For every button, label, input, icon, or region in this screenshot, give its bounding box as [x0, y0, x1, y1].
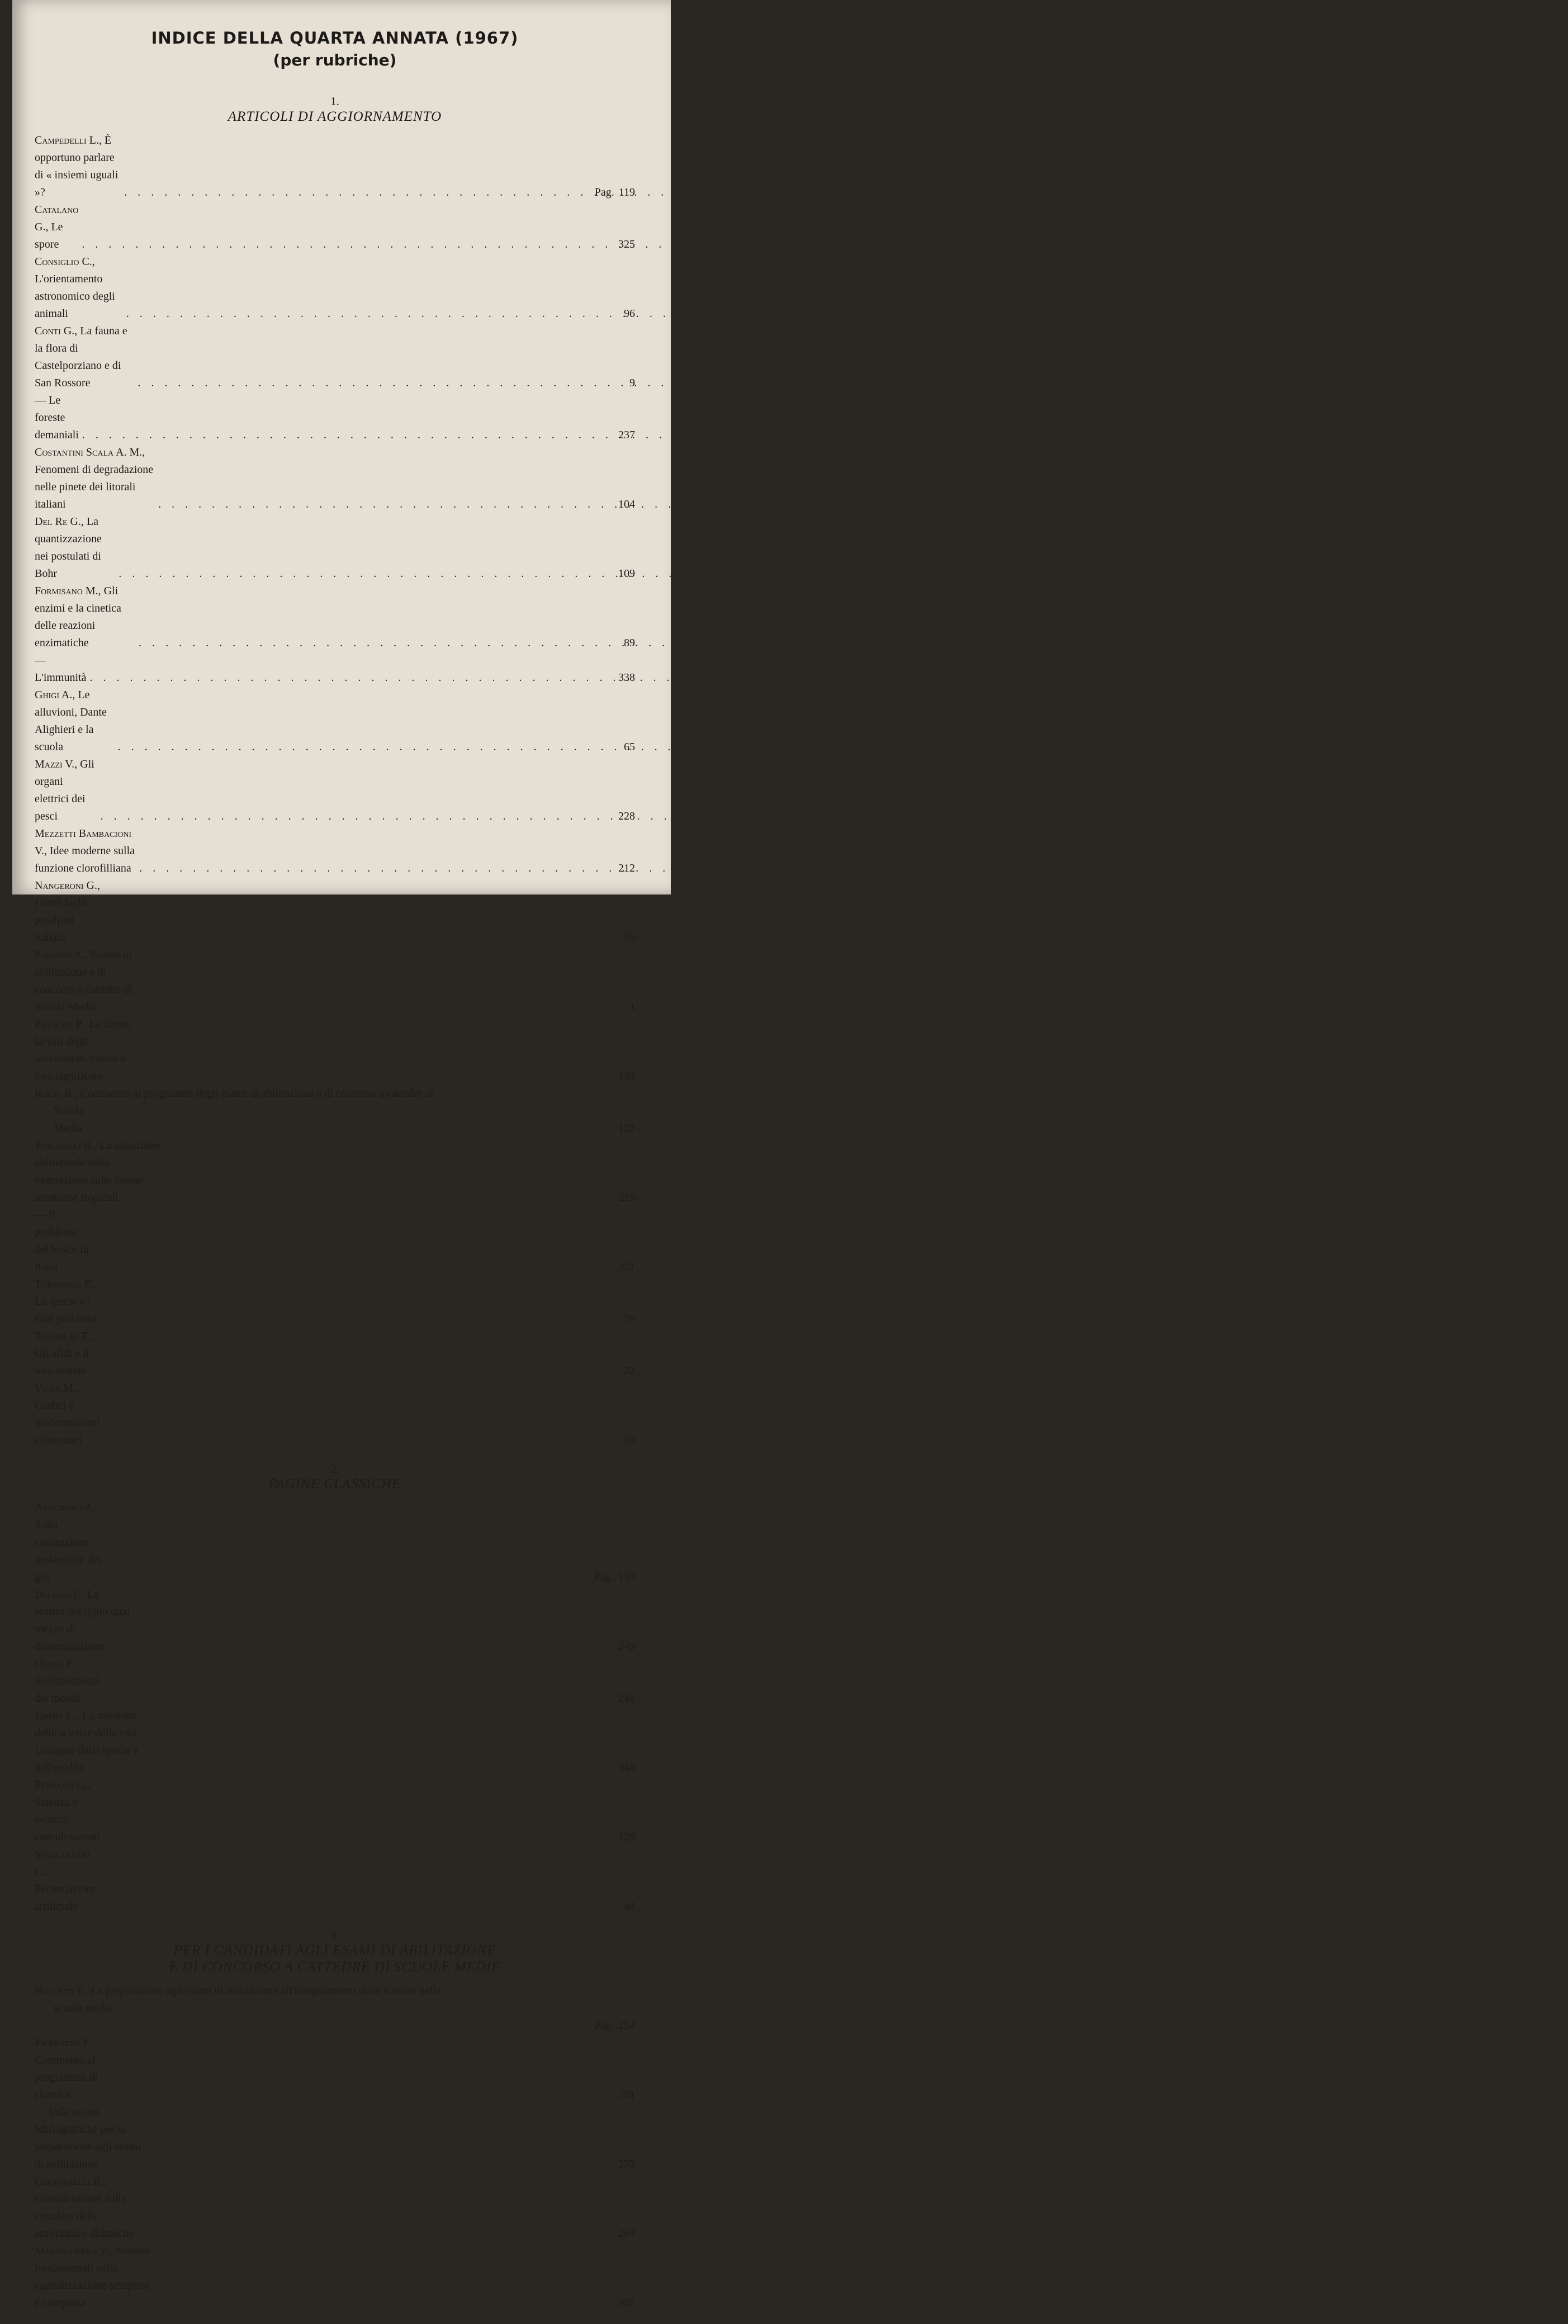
- entry-author: Consiglio: [35, 255, 79, 268]
- entry-page: [618, 2156, 635, 2173]
- entry-author: Bolletti: [35, 1985, 74, 1997]
- index-section: [35, 1461, 635, 1915]
- page-number: 22: [624, 1365, 635, 1377]
- index-entry: [35, 2017, 635, 2034]
- page-number: 228: [618, 810, 635, 822]
- entry-text: [54, 1102, 84, 1137]
- entry-page: [595, 184, 635, 201]
- dot-leader: [134, 1638, 615, 1655]
- index-entry: [35, 825, 635, 877]
- page-number: 109: [618, 567, 635, 580]
- index-entry: [35, 1276, 635, 1328]
- entry-page: [594, 2017, 635, 2034]
- entry-text: [35, 444, 155, 513]
- entry-author: Catalano: [35, 203, 79, 216]
- entry-title: C., L'orientamento astronomico degli animali: [35, 255, 115, 320]
- entry-page: [618, 1638, 635, 1655]
- page-number: 321: [618, 1261, 635, 1273]
- entry-title: G., La quantizzazione nei postulati di Bohr: [35, 515, 102, 580]
- entry-title: F., La brattea del tiglio qual mezzo di disseminazione: [35, 1588, 130, 1653]
- entry-text: [35, 2242, 155, 2312]
- entry-text: [35, 825, 136, 877]
- dot-leader: [166, 1189, 615, 1206]
- entry-page: [618, 1829, 635, 1846]
- entry-text: [35, 201, 78, 253]
- index-section: [35, 1928, 635, 2312]
- book-page: [12, 0, 671, 2309]
- entry-title: C., La missione delle scienze della vita. L'origine della specie e dell'eredità: [35, 1710, 139, 1774]
- entry-page: [594, 1569, 635, 1586]
- entry-title: F., La preparazione agli esami di abilitazione all'insegnamento delle scienze nella: [74, 1985, 441, 1997]
- entry-author: Delpino: [35, 1588, 71, 1601]
- index-entry: [35, 1328, 635, 1380]
- section-title: ARTICOLI DI AGGIORNAMENTO: [228, 109, 442, 124]
- index-entry: [35, 2104, 635, 2173]
- entry-page: [618, 236, 635, 253]
- entry-text: [35, 1276, 103, 1328]
- entry-title: V., Gli organi elettrici dei pesci: [35, 758, 94, 822]
- entry-text: [35, 2034, 115, 2104]
- page-number: 212: [618, 862, 635, 874]
- page-prefix: Pag.: [594, 186, 614, 198]
- index-entry: [35, 392, 635, 444]
- dot-leader: [124, 184, 591, 201]
- entry-title: E., Gli afidi e il loro mondo: [35, 1330, 94, 1377]
- entry-page: [624, 739, 635, 756]
- entry-page: [624, 1898, 635, 1915]
- entry-author: Nangeroni: [35, 879, 84, 892]
- dot-leader: [144, 1068, 615, 1085]
- dot-leader: [149, 2225, 615, 2242]
- page-number: 89: [624, 637, 635, 649]
- entry-page: [618, 1258, 635, 1276]
- entry-author: Mezzetti Bambacioni: [35, 827, 131, 840]
- entry-title: — Indicazioni bibliografiche per la preparazione agli esami di abilitazione: [35, 2106, 141, 2170]
- entry-page: [624, 1362, 635, 1380]
- entry-page: [624, 1432, 635, 1449]
- dot-leader: [110, 929, 620, 946]
- dot-leader: [89, 669, 615, 687]
- dot-leader: [139, 635, 620, 652]
- dot-leader: [139, 860, 615, 877]
- entry-author: Roghi: [35, 1087, 62, 1100]
- entry-text: [35, 1586, 130, 1655]
- index-entry: [35, 1380, 635, 1449]
- dot-leader: [118, 739, 620, 756]
- entry-text: [35, 392, 79, 444]
- entry-title: scuola media: [54, 2002, 112, 2014]
- entry-text: [35, 1137, 163, 1206]
- entry-title: G., I sette laghi prealpini italiani: [35, 879, 100, 944]
- dot-leader: [101, 808, 615, 825]
- index-entry: [35, 687, 635, 756]
- page-number: 65: [624, 741, 635, 753]
- page-number: 1: [629, 1001, 635, 1013]
- page-number: 251: [618, 2089, 635, 2101]
- index-entry: [35, 652, 635, 687]
- dot-leader: [87, 1120, 615, 1137]
- dot-leader: [149, 2156, 615, 2173]
- dot-leader: [138, 375, 626, 392]
- section-title: PER I CANDIDATI AGLI ESAMI DI ABILITAZIONE E DI CONCORSO A CATTEDRE DI SCUOLE MEDIE: [169, 1943, 501, 1975]
- entry-text: [35, 1707, 154, 1777]
- entry-text: [35, 1846, 101, 1915]
- entry-title: E., La specie e i suoi problemi: [35, 1278, 97, 1325]
- entry-page: [618, 1690, 635, 1707]
- page-number: 123: [618, 1122, 635, 1134]
- entry-title: V., Idee moderne sulla funzione clorofilliana: [35, 845, 135, 874]
- entry-text: [35, 1499, 113, 1586]
- entry-page: [624, 1310, 635, 1328]
- entry-title: Scuola Media: [54, 1105, 84, 1134]
- dot-leader: [105, 1898, 620, 1915]
- entry-title: A., Esame di abilitazione e di concorso a cattedre di Scuola Media: [35, 949, 132, 1013]
- entry-text: [35, 652, 86, 687]
- page-number: 325: [618, 238, 635, 250]
- entry-author: Tremblay: [35, 1330, 79, 1342]
- entry-page: [618, 565, 635, 583]
- entry-author: Formisano: [35, 585, 83, 597]
- entry-author: Fiorentini: [35, 2037, 80, 2049]
- entry-text: [35, 1085, 434, 1102]
- entry-text: [35, 1655, 100, 1707]
- entry-author: Ferraris: [35, 1779, 74, 1791]
- index-entry: [35, 1846, 635, 1915]
- entry-author: Costantini Scala: [35, 446, 114, 458]
- entry-page: [618, 427, 635, 444]
- entry-title: M., Grafici e trasformazioni elementari: [35, 1382, 100, 1446]
- index-entry: [35, 132, 635, 201]
- dot-leader: [82, 427, 615, 444]
- section-number: 3.: [330, 1928, 339, 1942]
- entry-author: Mazzi: [35, 758, 63, 770]
- dot-leader: [158, 1759, 615, 1777]
- dot-leader: [158, 496, 615, 513]
- entry-text: [35, 513, 115, 583]
- entry-title: G., La fauna e la flora di Castelporziano e di San Rossore: [35, 325, 127, 389]
- index-entry: [35, 1137, 635, 1206]
- entry-page: [618, 1120, 635, 1137]
- index-entry: [35, 2034, 635, 2104]
- page-number: 248: [618, 1692, 635, 1705]
- entry-text: [35, 583, 135, 652]
- index-entry: [35, 1206, 635, 1276]
- page-number: 70: [624, 931, 635, 944]
- entry-page: [618, 2225, 635, 2242]
- index-entry: [35, 513, 635, 583]
- entry-author: Spallanzani: [35, 1848, 90, 1861]
- entry-text: [35, 1206, 90, 1276]
- entry-text: [35, 253, 123, 323]
- section-title: PAGINE CLASSICHE: [268, 1476, 401, 1492]
- entry-author: Emery: [35, 1710, 64, 1722]
- entry-text: [35, 1982, 441, 2000]
- entry-author: Pasquini: [35, 1018, 73, 1030]
- dot-leader: [102, 1362, 621, 1380]
- page-number: 130: [618, 1571, 635, 1583]
- dot-leader: [38, 2017, 591, 2034]
- index-entry: [35, 946, 635, 1016]
- page-number: 9: [629, 377, 635, 389]
- index-entry: [35, 201, 635, 253]
- page-number: 119: [618, 186, 635, 198]
- index-entry: [35, 1499, 635, 1586]
- entry-author: Avogadro: [35, 1502, 82, 1514]
- page-number: 129: [618, 1831, 635, 1843]
- index-entry: [35, 1777, 635, 1846]
- entry-title: — Il problema del bosco in Italia: [35, 1209, 89, 1273]
- page-number: 193: [618, 1070, 635, 1082]
- entry-text: [35, 946, 149, 1016]
- entry-author: Denza: [35, 1658, 64, 1670]
- entry-page: [618, 669, 635, 687]
- index-entry: [35, 444, 635, 513]
- entry-title: R., Commento ai programmi degli esami di abilitazione e di concorso a cattedre di: [61, 1087, 434, 1100]
- index-subtitle: (per rubriche): [273, 51, 397, 69]
- entry-text: [35, 877, 106, 946]
- page-number: 352: [618, 2297, 635, 2309]
- index-entry: [35, 1586, 635, 1655]
- index-entry: [35, 1707, 635, 1777]
- entry-author: Villa: [35, 1382, 61, 1394]
- index-entry: [35, 253, 635, 323]
- entry-title: A. M., Fenomeni di degradazione nelle pinete dei litorali italiani: [35, 446, 154, 510]
- entry-author: Conti: [35, 325, 61, 337]
- page-prefix: Pag.: [594, 2019, 614, 2032]
- entry-text: [35, 1777, 109, 1846]
- entry-author: Campedelli: [35, 134, 87, 146]
- page-number: 264: [618, 2227, 635, 2240]
- entry-text: [35, 2173, 146, 2242]
- page-number: 249: [618, 1640, 635, 1653]
- dot-leader: [119, 565, 615, 583]
- entry-page: [618, 2086, 635, 2104]
- entry-text: [35, 323, 134, 392]
- index-entry: [35, 2173, 635, 2242]
- entry-text: [35, 756, 97, 825]
- index-entry: [35, 1102, 635, 1137]
- index-entry: [35, 2242, 635, 2312]
- page-prefix: Pag.: [594, 1571, 614, 1583]
- entry-title: F., Commento al programma di chimica: [35, 2037, 98, 2101]
- entry-author: Palombi: [35, 949, 72, 961]
- dot-leader: [126, 305, 620, 323]
- entry-page: [618, 496, 635, 513]
- entry-author: Tomaselli: [35, 1139, 81, 1152]
- entry-page: [618, 1068, 635, 1085]
- dot-leader: [119, 2086, 615, 2104]
- page-number: 237: [618, 429, 635, 441]
- entry-text: [35, 1328, 98, 1380]
- dot-leader: [117, 1569, 591, 1586]
- entry-title: G., Le spore: [35, 221, 63, 250]
- page-number: 78: [624, 1313, 635, 1325]
- entry-text: [35, 1016, 141, 1085]
- index-section: [35, 94, 635, 1449]
- entry-page: [618, 2294, 635, 2312]
- page-number: 44: [624, 1900, 635, 1913]
- dot-leader: [93, 1258, 615, 1276]
- dot-leader: [103, 1690, 615, 1707]
- entry-author: Del Re: [35, 515, 68, 528]
- index-entry: [35, 1655, 635, 1707]
- entry-text: [35, 687, 115, 756]
- entry-title: L., È opportuno parlare di « insiemi uguali »?: [35, 134, 119, 198]
- index-entry: [35, 2000, 635, 2017]
- entry-text: [54, 2000, 112, 2017]
- entry-text: [35, 132, 121, 201]
- sections-container: [35, 94, 635, 2312]
- entry-author: Marseguerra: [35, 2245, 97, 2257]
- entry-title: V., Nozioni fondamentali sulla capitalizzazione semplice e composta: [35, 2245, 151, 2309]
- dot-leader: [112, 1432, 620, 1449]
- index-entry: [35, 323, 635, 392]
- entry-page: [624, 305, 635, 323]
- entry-title: R., Considerazioni sulla circolare delle attrezzature didattiche: [35, 2175, 134, 2240]
- entry-title: — Le foreste demaniali: [35, 394, 79, 441]
- entry-title: — L'immunità: [35, 654, 87, 684]
- entry-title: A., Sulla costituzione molecolare dei gas: [35, 1502, 101, 1583]
- page-number: 96: [624, 307, 635, 320]
- dot-leader: [82, 236, 615, 253]
- entry-page: [618, 808, 635, 825]
- dot-leader: [112, 1829, 615, 1846]
- page-number: 104: [618, 498, 635, 510]
- index-entry: [35, 1085, 635, 1102]
- entry-title: L., Fecondazione artificiale: [35, 1866, 97, 1913]
- index-title: INDICE DELLA QUARTA ANNATA (1967): [151, 29, 519, 48]
- entry-page: [618, 860, 635, 877]
- entry-title: G., Scienza e tecnica: considerazioni: [35, 1779, 100, 1843]
- index-entry: [35, 1016, 635, 1085]
- entry-text: [35, 2104, 145, 2173]
- dot-leader: [159, 2294, 615, 2312]
- entry-page: [618, 1189, 635, 1206]
- entry-page: [629, 998, 635, 1016]
- page-number: 257: [618, 2158, 635, 2170]
- page-number: 30: [624, 1434, 635, 1446]
- entry-author: Tortonese: [35, 1278, 82, 1290]
- entry-page: [624, 929, 635, 946]
- index-content: [35, 27, 635, 2324]
- entry-title: R., La zonazione altitudinale della vegetazione sulle catene montuose tropicali: [35, 1139, 160, 1204]
- index-entry: [35, 877, 635, 946]
- index-entry: [35, 1982, 635, 2000]
- page-number: 348: [618, 1762, 635, 1774]
- index-entry: [35, 756, 635, 825]
- entry-author: Giannarelli: [35, 2175, 91, 2188]
- entry-title: M., Gli enzimi e la cinetica delle reazioni enzimatiche: [35, 585, 121, 649]
- entry-title: A., Le alluvioni, Dante Alighieri e la scuola: [35, 689, 107, 753]
- entry-title: P., Le forme larvali degli invertebrati marini e loro significato: [35, 1018, 131, 1082]
- page-number: 254: [618, 2019, 635, 2032]
- index-entry: [35, 583, 635, 652]
- page-number: 219: [618, 1191, 635, 1204]
- dot-leader: [106, 1310, 620, 1328]
- entry-page: [624, 635, 635, 652]
- entry-author: Ghigi: [35, 689, 59, 701]
- entry-page: [629, 375, 635, 392]
- entry-title: F., Sull'abitabilità dei mondi: [35, 1658, 100, 1705]
- dot-leader: [152, 998, 626, 1016]
- page-number: 338: [618, 671, 635, 684]
- section-number: 2.: [330, 1462, 339, 1475]
- entry-text: [35, 1380, 109, 1449]
- section-number: 1.: [330, 94, 339, 108]
- entry-page: [618, 1759, 635, 1777]
